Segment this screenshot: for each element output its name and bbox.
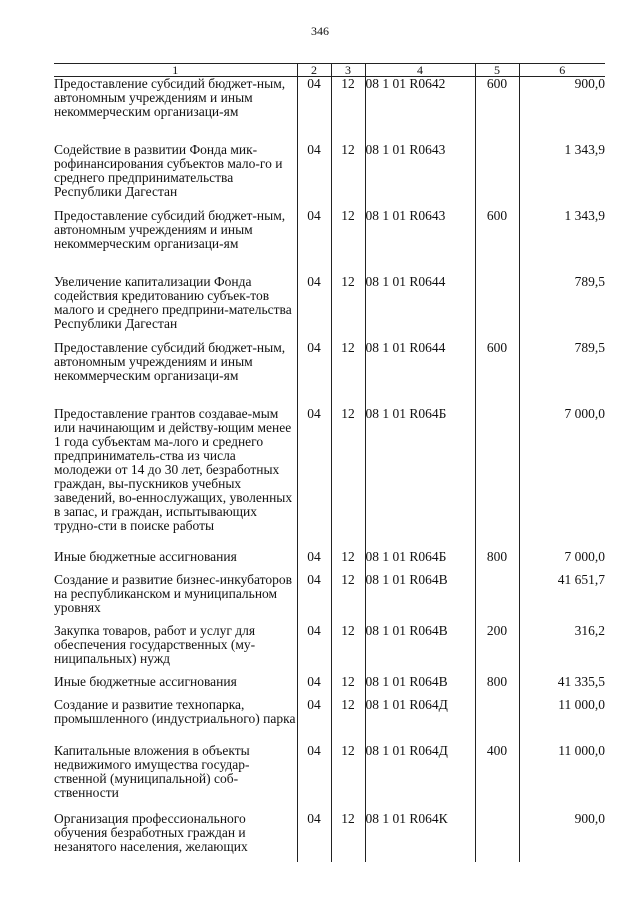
program-name-cell: Создание и развитие технопарка, промышленного (индустриального) парка [54,696,296,726]
section-code-cell: 04 [297,624,331,675]
table-row [54,675,605,698]
table-row [54,550,605,573]
subsection-code-cell: 12 [331,143,365,209]
amount-cell: 789,5 [519,341,605,407]
target-article-cell: 08 1 01 R064Б [365,407,475,550]
program-name-cell: Иные бюджетные ассигнования [54,673,237,689]
amount-cell: 789,5 [519,275,605,341]
section-code-cell: 04 [297,675,331,698]
table-row [54,698,605,744]
subsection-code-cell: 12 [331,209,365,275]
program-name-cell: Иные бюджетные ассигнования [54,548,237,564]
section-code-cell: 04 [297,209,331,275]
column-header: 1 [54,64,297,77]
section-code-cell: 04 [297,550,331,573]
expense-type-cell [475,407,519,550]
section-code-cell: 04 [297,407,331,550]
table-row [54,275,605,341]
program-name-cell: Закупка товаров, работ и услуг для обеспечения государственных (му-ниципальных) нужд [54,622,256,666]
table-row [54,143,605,209]
expense-type-cell [475,573,519,624]
subsection-code-cell: 12 [331,573,365,624]
amount-cell: 316,2 [519,624,605,675]
target-article-cell: 08 1 01 R064Б [365,550,475,573]
amount-cell: 41 651,7 [519,573,605,624]
column-header: 5 [475,64,519,77]
program-name-cell: Создание и развитие бизнес-инкубаторов на республиканском и муниципальном уровнях [54,571,292,615]
program-name-cell: Организация профессионального обучения безработных граждан и незанятого населения, желающих [54,810,248,854]
subsection-code-cell: 12 [331,407,365,550]
amount-cell: 1 343,9 [519,209,605,275]
expense-type-cell: 800 [475,675,519,698]
expense-type-cell: 600 [475,77,519,143]
amount-cell: 7 000,0 [519,550,605,573]
amount-cell: 7 000,0 [519,407,605,550]
target-article-cell: 08 1 01 R064В [365,624,475,675]
section-code-cell: 04 [297,77,331,143]
amount-cell: 11 000,0 [519,698,605,744]
subsection-code-cell: 12 [331,675,365,698]
table-row [54,341,605,407]
amount-cell: 900,0 [519,812,605,862]
subsection-code-cell: 12 [331,698,365,744]
table-row [54,407,605,550]
table-row [54,573,605,624]
section-code-cell: 04 [297,275,331,341]
expense-type-cell: 200 [475,624,519,675]
target-article-cell: 08 1 01 R0644 [365,275,475,341]
column-header: 4 [365,64,475,77]
program-name-cell: Предоставление грантов создавае-мым или начинающим и действу-ющим менее 1 года субъектам ма-лого и среднего предприниматель-ства из числа молодежи от 14 до 30 лет, безработных граждан, вы-пускников учебных заведений, во-еннослужащих, уволенных в запас, и граждан, испытывающих трудно-сти в поиске работы [54,405,293,533]
target-article-cell: 08 1 01 R064Д [365,698,475,744]
table-row [54,624,605,675]
table-row [54,209,605,275]
program-name-cell: Увеличение капитализации Фонда содействия кредитованию субъек-тов малого и среднего предприни-мательства Республики Дагестан [54,273,292,331]
section-code-cell: 04 [297,143,331,209]
column-header: 2 [297,64,331,77]
column-header: 6 [519,64,605,77]
expense-type-cell: 400 [475,744,519,812]
table-body [54,77,605,862]
expense-type-cell [475,143,519,209]
section-code-cell: 04 [297,812,331,862]
subsection-code-cell: 12 [331,341,365,407]
subsection-code-cell: 12 [331,550,365,573]
page-number: 346 [311,24,329,38]
section-code-cell: 04 [297,698,331,744]
section-code-cell: 04 [297,573,331,624]
expense-type-cell [475,698,519,744]
target-article-cell: 08 1 01 R064В [365,675,475,698]
target-article-cell: 08 1 01 R0642 [365,77,475,143]
column-header-row [54,64,605,77]
table-row [54,744,605,812]
expense-type-cell [475,275,519,341]
expense-type-cell: 800 [475,550,519,573]
expense-type-cell [475,812,519,862]
program-name-cell: Предоставление субсидий бюджет-ным, автономным учреждениям и иным некоммерческим организаци-ям [54,76,286,119]
section-code-cell: 04 [297,341,331,407]
amount-cell: 900,0 [519,77,605,143]
target-article-cell: 08 1 01 R0643 [365,143,475,209]
expense-type-cell: 600 [475,341,519,407]
target-article-cell: 08 1 01 R064В [365,573,475,624]
subsection-code-cell: 12 [331,624,365,675]
subsection-code-cell: 12 [331,812,365,862]
program-name-cell: Предоставление субсидий бюджет-ным, автономным учреждениям и иным некоммерческим организаци-ям [54,207,286,251]
table-row [54,812,605,862]
subsection-code-cell: 12 [331,744,365,812]
amount-cell: 11 000,0 [519,744,605,812]
amount-cell: 41 335,5 [519,675,605,698]
subsection-code-cell: 12 [331,275,365,341]
target-article-cell: 08 1 01 R0643 [365,209,475,275]
program-name-cell: Предоставление субсидий бюджет-ным, автономным учреждениям и иным некоммерческим организаци-ям [54,339,286,383]
column-header: 3 [331,64,365,77]
amount-cell: 1 343,9 [519,143,605,209]
program-name-cell: Капитальные вложения в объекты недвижимого имущества государ-ственной (муниципальной) соб-ственности [54,742,250,800]
expense-type-cell: 600 [475,209,519,275]
program-name-cell: Содействие в развитии Фонда мик-рофинансирования субъектов мало-го и среднего предпринимательства Республики Дагестан [54,141,283,199]
target-article-cell: 08 1 01 R064К [365,812,475,862]
target-article-cell: 08 1 01 R064Д [365,744,475,812]
table-row [54,77,605,143]
subsection-code-cell: 12 [331,77,365,143]
section-code-cell: 04 [297,744,331,812]
budget-table [54,63,605,862]
target-article-cell: 08 1 01 R0644 [365,341,475,407]
